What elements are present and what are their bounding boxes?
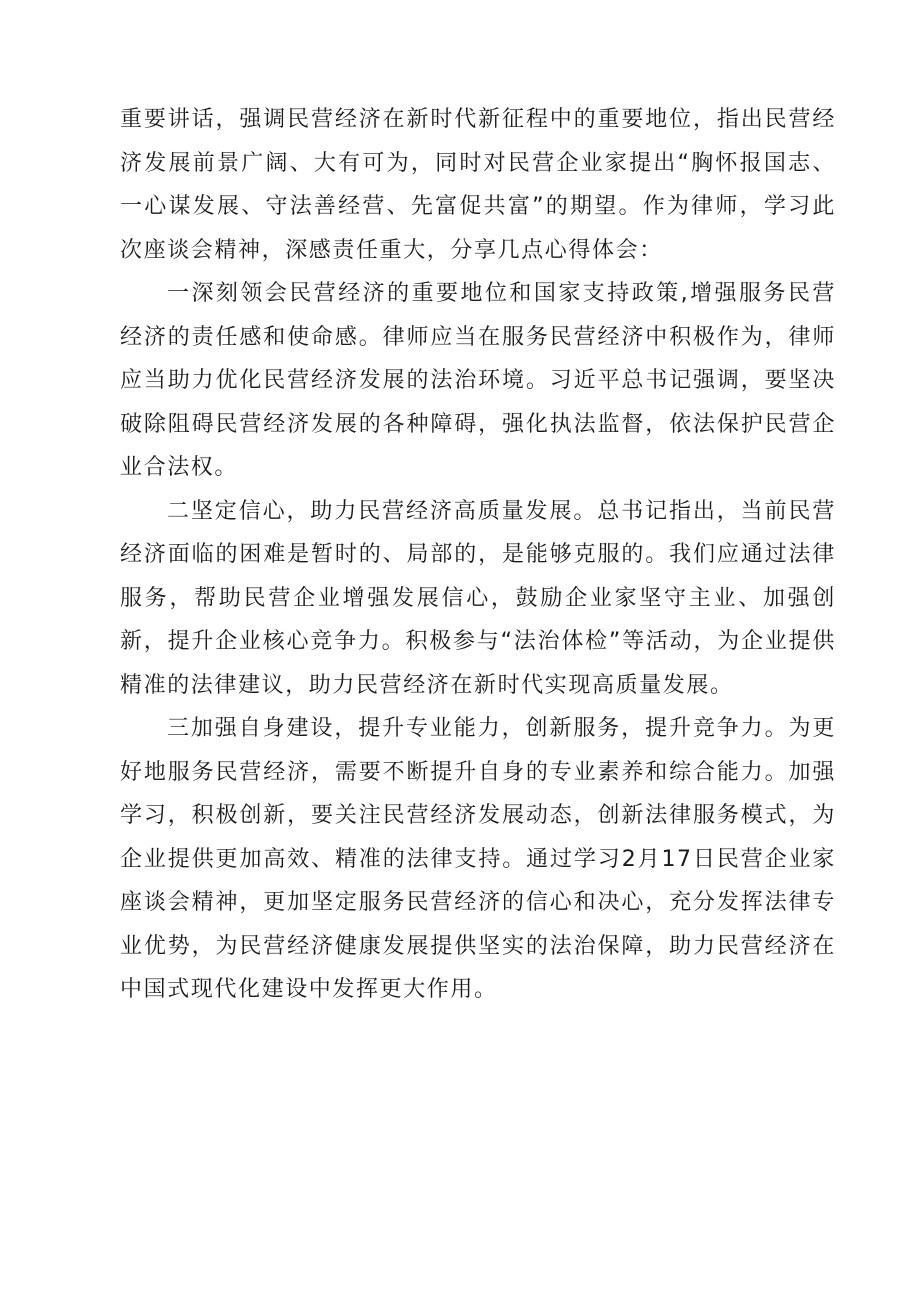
paragraph-point-one: 一深刻领会民营经济的重要地位和国家支持政策,增强服务民营经济的责任感和使命感。律师应当在服务民营经济中积极作为，律师应当助力优化民营经济发展的法治环境。习近平总书记强调，要坚决破除阻碍民营经济发展的各种障碍，强化执法监督，依法保护民营企业合法权。 (120, 281, 836, 480)
paragraph-continuation: 重要讲话，强调民营经济在新时代新征程中的重要地位，指出民营经济发展前景广阔、大有可为，同时对民营企业家提出“胸怀报国志、一心谋发展、守法善经营、先富促共富”的期望。作为律师，学习此次座谈会精神，深感责任重大，分享几点心得体会： (120, 107, 836, 263)
document-body (120, 98, 836, 1012)
paragraph-point-two: 二坚定信心，助力民营经济高质量发展。总书记指出，当前民营经济面临的困难是暂时的、局部的，是能够克服的。我们应通过法律服务，帮助民营企业增强发展信心，鼓励企业家坚守主业、加强创新，提升企业核心竞争力。积极参与“法治体检”等活动，为企业提供精准的法律建议，助力民营经济在新时代实现高质量发展。 (120, 498, 836, 698)
paragraph-point-three: 三加强自身建设，提升专业能力，创新服务，提升竞争力。为更好地服务民营经济，需要不断提升自身的专业素养和综合能力。加强学习，积极创新，要关注民营经济发展动态，创新法律服务模式，为企业提供更加高效、精准的法律支持。通过学习2月17日民营企业家座谈会精神，更加坚定服务民营经济的信心和决心，充分发挥法律专业优势，为民营经济健康发展提供坚实的法治保障，助力民营经济在中国式现代化建设中发挥更大作用。 (120, 716, 836, 1002)
